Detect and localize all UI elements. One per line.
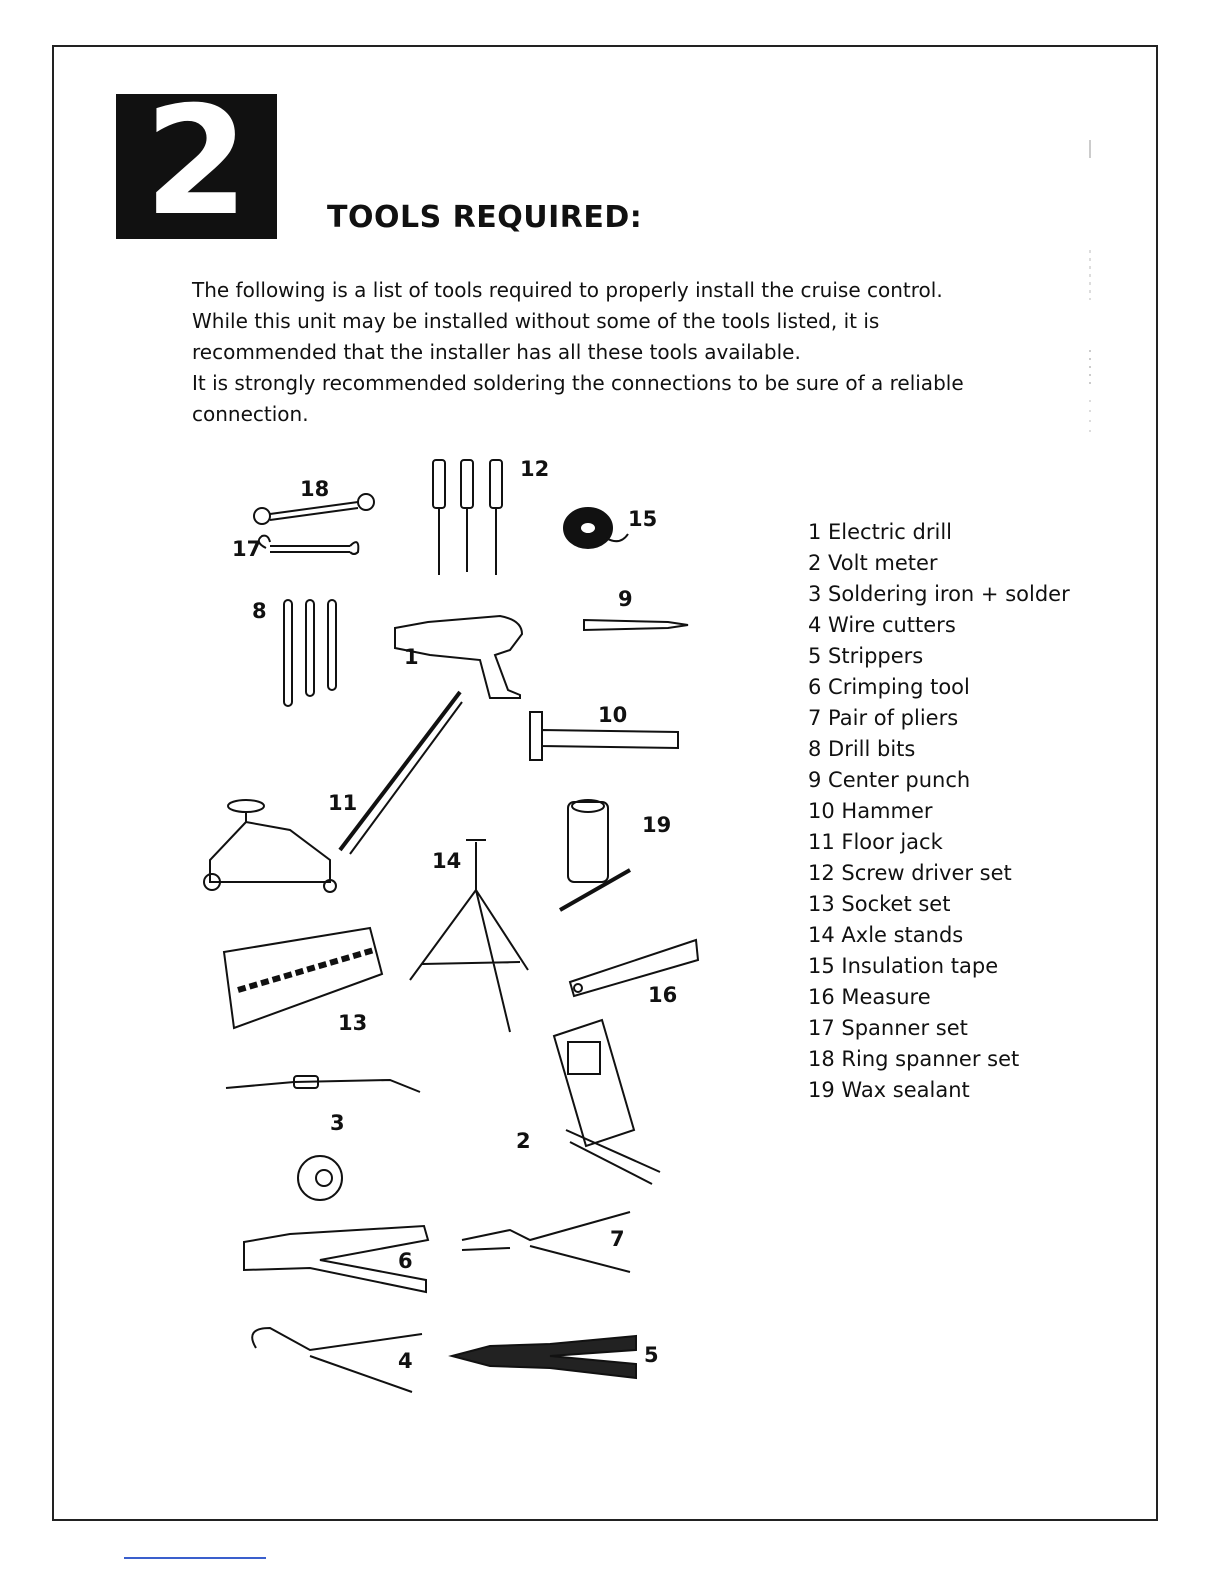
tools-list-item: 12 Screw driver set — [808, 861, 1012, 885]
wax-sealant-drawing — [560, 800, 630, 910]
intro-line: recommended that the installer has all these tools available. — [192, 340, 801, 364]
insulation-tape-drawing — [564, 508, 628, 548]
intro-line: The following is a list of tools required to properly install the cruise control. — [192, 278, 943, 302]
callout-13: 13 — [338, 1011, 368, 1035]
tools-list-item: 18 Ring spanner set — [808, 1047, 1020, 1071]
callout-6: 6 — [398, 1249, 413, 1273]
tools-list-item: 17 Spanner set — [808, 1016, 968, 1040]
callout-12: 12 — [520, 457, 550, 481]
section-number: 2 — [144, 75, 249, 249]
intro-line: While this unit may be installed without some of the tools listed, it is — [192, 309, 880, 333]
tools-list-item: 6 Crimping tool — [808, 675, 970, 699]
callout-5: 5 — [644, 1343, 659, 1367]
tools-list-item: 15 Insulation tape — [808, 954, 999, 978]
callout-9: 9 — [618, 587, 633, 611]
callout-19: 19 — [642, 813, 672, 837]
tools-list-item: 4 Wire cutters — [808, 613, 956, 637]
drill-bits-drawing — [284, 600, 336, 706]
intro-line: connection. — [192, 402, 309, 426]
tools-list-item: 7 Pair of pliers — [808, 706, 959, 730]
center-punch-drawing — [584, 620, 688, 630]
tools-list-item: 9 Center punch — [808, 768, 971, 792]
section-number-box — [116, 75, 277, 249]
intro-paragraph — [192, 275, 1052, 430]
measure-drawing — [570, 940, 698, 996]
tools-list-item: 2 Volt meter — [808, 551, 938, 575]
strippers-drawing — [452, 1336, 636, 1378]
footer-link-underline — [124, 1557, 266, 1559]
tools-list-item: 3 Soldering iron + solder — [808, 582, 1070, 606]
callout-16: 16 — [648, 983, 678, 1007]
tools-list-item: 13 Socket set — [808, 892, 951, 916]
callout-4: 4 — [398, 1349, 413, 1373]
callout-17: 17 — [232, 537, 262, 561]
tools-list-item: 11 Floor jack — [808, 830, 943, 854]
callout-1: 1 — [404, 645, 419, 669]
callout-8: 8 — [252, 599, 267, 623]
screwdriver-set-drawing — [433, 460, 502, 575]
callout-7: 7 — [610, 1227, 625, 1251]
tools-list-item: 19 Wax sealant — [808, 1078, 970, 1102]
tools-list — [808, 517, 1070, 1106]
tools-list-item: 16 Measure — [808, 985, 931, 1009]
tools-list-item: 8 Drill bits — [808, 737, 916, 761]
soldering-iron-drawing — [226, 1076, 420, 1200]
pliers-drawing — [462, 1212, 630, 1272]
volt-meter-drawing — [554, 1020, 660, 1184]
callout-2: 2 — [516, 1129, 531, 1153]
callout-15: 15 — [628, 507, 658, 531]
axle-stand-drawing — [410, 840, 528, 1032]
callout-3: 3 — [330, 1111, 345, 1135]
callout-18: 18 — [300, 477, 330, 501]
section-heading: TOOLS REQUIRED: — [327, 200, 643, 235]
tools-illustration — [190, 450, 710, 1414]
tools-list-item: 5 Strippers — [808, 644, 924, 668]
intro-line: It is strongly recommended soldering the connections to be sure of a reliable — [192, 371, 964, 395]
scan-marks — [1088, 100, 1092, 440]
callout-11: 11 — [328, 791, 358, 815]
callout-10: 10 — [598, 703, 628, 727]
tools-list-item: 10 Hammer — [808, 799, 933, 823]
spanner-drawing — [259, 536, 359, 554]
tools-list-item: 1 Electric drill — [808, 520, 952, 544]
callout-14: 14 — [432, 849, 462, 873]
wire-cutters-drawing — [252, 1328, 422, 1392]
tools-list-item: 14 Axle stands — [808, 923, 964, 947]
